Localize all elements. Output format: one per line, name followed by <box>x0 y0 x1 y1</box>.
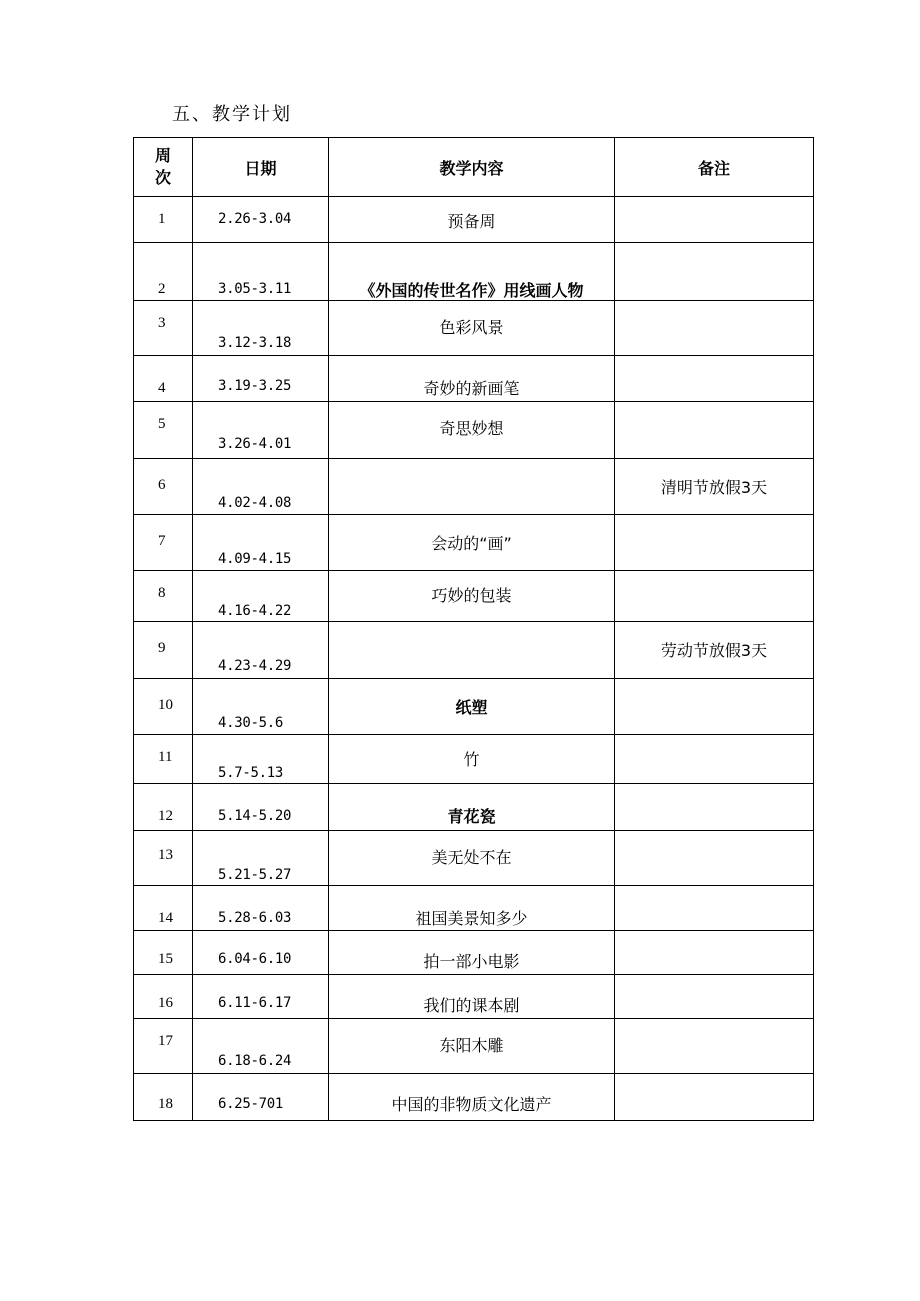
week-text: 8 <box>158 585 166 601</box>
table-row <box>134 1019 814 1074</box>
table-row <box>134 784 814 831</box>
table-row <box>134 402 814 459</box>
cell-content <box>329 459 615 515</box>
cell-date <box>193 571 329 622</box>
date-text: 6.25-701 <box>218 1096 284 1112</box>
week-text: 10 <box>158 697 173 713</box>
cell-date <box>193 243 329 301</box>
cell-date <box>193 1019 329 1074</box>
cell-date <box>193 402 329 459</box>
cell-week <box>134 301 193 356</box>
date-text: 5.14-5.20 <box>218 808 292 824</box>
content-text: 竹 <box>463 750 480 769</box>
week-text: 6 <box>158 477 166 493</box>
cell-date <box>193 784 329 831</box>
week-text: 11 <box>158 749 173 765</box>
table-row <box>134 243 814 301</box>
table-row <box>134 301 814 356</box>
cell-note <box>615 1074 814 1121</box>
date-text: 6.11-6.17 <box>218 995 292 1011</box>
cell-date <box>193 886 329 931</box>
date-text: 4.02-4.08 <box>218 495 292 511</box>
cell-note <box>615 197 814 243</box>
week-text: 16 <box>158 995 173 1011</box>
cell-week <box>134 515 193 571</box>
cell-week <box>134 679 193 735</box>
date-text: 6.04-6.10 <box>218 951 292 967</box>
content-text: 预备周 <box>447 212 496 231</box>
header-content: 教学内容 <box>329 138 615 197</box>
cell-note <box>615 459 814 515</box>
content-text: 青花瓷 <box>447 807 496 826</box>
date-text: 4.09-4.15 <box>218 551 292 567</box>
table-row <box>134 197 814 243</box>
section-heading: 五、教学计划 <box>172 104 292 125</box>
content-text: 纸塑 <box>455 698 488 717</box>
date-text: 3.05-3.11 <box>218 281 292 297</box>
table-row <box>134 459 814 515</box>
content-text: 《外国的传世名作》用线画人物 <box>359 281 584 300</box>
cell-content <box>329 622 615 679</box>
cell-note <box>615 356 814 402</box>
content-text: 东阳木雕 <box>439 1036 504 1055</box>
week-text: 5 <box>158 416 166 432</box>
table-row <box>134 1074 814 1121</box>
cell-week <box>134 622 193 679</box>
cell-note <box>615 402 814 459</box>
content-text: 我们的课本剧 <box>423 996 520 1015</box>
week-text: 3 <box>158 315 166 331</box>
cell-content <box>329 301 615 356</box>
content-text: 拍一部小电影 <box>423 952 520 971</box>
cell-content <box>329 975 615 1019</box>
week-text: 15 <box>158 951 173 967</box>
date-text: 5.7-5.13 <box>218 765 284 781</box>
cell-week <box>134 784 193 831</box>
cell-note <box>615 243 814 301</box>
cell-date <box>193 931 329 975</box>
cell-note <box>615 975 814 1019</box>
cell-week <box>134 459 193 515</box>
table-row <box>134 356 814 402</box>
cell-content <box>329 784 615 831</box>
cell-date <box>193 622 329 679</box>
date-text: 4.30-5.6 <box>218 715 284 731</box>
date-text: 3.19-3.25 <box>218 378 292 394</box>
cell-content <box>329 243 615 301</box>
cell-note <box>615 679 814 735</box>
cell-week <box>134 197 193 243</box>
table-row <box>134 679 814 735</box>
week-text: 9 <box>158 640 166 656</box>
cell-date <box>193 515 329 571</box>
table-row <box>134 831 814 886</box>
note-text: 清明节放假3天 <box>660 478 768 497</box>
cell-content <box>329 571 615 622</box>
header-week-line1: 周 <box>154 146 171 165</box>
cell-week <box>134 831 193 886</box>
cell-content <box>329 197 615 243</box>
cell-week <box>134 886 193 931</box>
header-note: 备注 <box>615 138 814 197</box>
table-row <box>134 975 814 1019</box>
date-text: 5.28-6.03 <box>218 910 292 926</box>
cell-date <box>193 735 329 784</box>
cell-note <box>615 784 814 831</box>
cell-content <box>329 1019 615 1074</box>
cell-date <box>193 356 329 402</box>
header-week <box>134 138 193 197</box>
header-week-line2: 次 <box>154 168 171 187</box>
cell-week <box>134 931 193 975</box>
content-text: 祖国美景知多少 <box>415 909 528 928</box>
week-text: 14 <box>158 910 173 926</box>
cell-note <box>615 571 814 622</box>
date-text: 3.26-4.01 <box>218 436 292 452</box>
cell-content <box>329 402 615 459</box>
cell-week <box>134 1019 193 1074</box>
cell-content <box>329 831 615 886</box>
cell-date <box>193 301 329 356</box>
cell-note <box>615 886 814 931</box>
cell-week <box>134 571 193 622</box>
content-text: 奇妙的新画笔 <box>423 379 520 398</box>
week-text: 2 <box>158 281 166 297</box>
table-row <box>134 571 814 622</box>
cell-note <box>615 735 814 784</box>
week-text: 12 <box>158 808 173 824</box>
cell-date <box>193 197 329 243</box>
cell-week <box>134 975 193 1019</box>
table-row <box>134 886 814 931</box>
content-text: 会动的“画” <box>431 534 512 553</box>
cell-week <box>134 402 193 459</box>
cell-week <box>134 243 193 301</box>
cell-note <box>615 515 814 571</box>
date-text: 4.23-4.29 <box>218 658 292 674</box>
cell-week <box>134 735 193 784</box>
cell-week <box>134 356 193 402</box>
note-text: 劳动节放假3天 <box>660 641 768 660</box>
date-text: 6.18-6.24 <box>218 1053 292 1069</box>
date-text: 2.26-3.04 <box>218 211 292 227</box>
table-row <box>134 931 814 975</box>
cell-date <box>193 831 329 886</box>
cell-content <box>329 931 615 975</box>
cell-content <box>329 886 615 931</box>
cell-note <box>615 301 814 356</box>
cell-content <box>329 679 615 735</box>
cell-date <box>193 1074 329 1121</box>
cell-date <box>193 459 329 515</box>
table-header-row <box>134 138 814 197</box>
cell-content <box>329 515 615 571</box>
teaching-plan-table <box>133 137 814 1121</box>
date-text: 5.21-5.27 <box>218 867 292 883</box>
week-text: 13 <box>158 847 173 863</box>
cell-content <box>329 356 615 402</box>
cell-note <box>615 622 814 679</box>
week-text: 17 <box>158 1033 173 1049</box>
content-text: 奇思妙想 <box>439 419 504 438</box>
date-text: 3.12-3.18 <box>218 335 292 351</box>
week-text: 18 <box>158 1096 173 1112</box>
cell-content <box>329 735 615 784</box>
cell-note <box>615 931 814 975</box>
header-date: 日期 <box>193 138 329 197</box>
week-text: 4 <box>158 380 166 396</box>
cell-date <box>193 975 329 1019</box>
content-text: 中国的非物质文化遗产 <box>391 1095 552 1114</box>
cell-week <box>134 1074 193 1121</box>
table-row <box>134 622 814 679</box>
date-text: 4.16-4.22 <box>218 603 292 619</box>
table-row <box>134 515 814 571</box>
cell-note <box>615 831 814 886</box>
content-text: 巧妙的包装 <box>431 586 512 605</box>
cell-date <box>193 679 329 735</box>
content-text: 色彩风景 <box>439 318 504 337</box>
cell-content <box>329 1074 615 1121</box>
week-text: 1 <box>158 211 166 227</box>
week-text: 7 <box>158 533 166 549</box>
table-row <box>134 735 814 784</box>
cell-note <box>615 1019 814 1074</box>
content-text: 美无处不在 <box>431 848 512 867</box>
